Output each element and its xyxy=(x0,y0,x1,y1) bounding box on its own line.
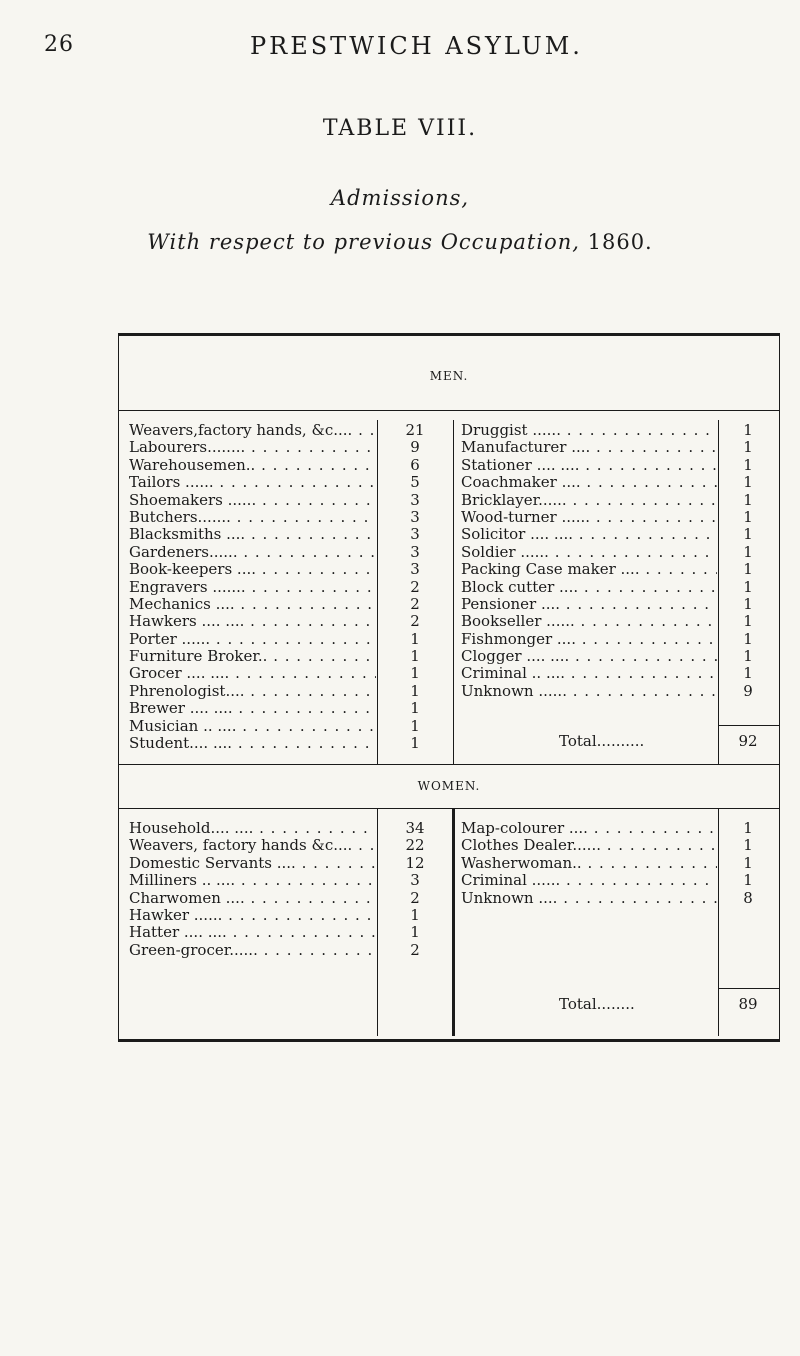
women-row-count: 1 xyxy=(410,906,420,924)
men-row-label xyxy=(129,422,376,439)
women-right-counts xyxy=(719,820,777,907)
men-row-count: 3 xyxy=(410,561,420,579)
occupation-label: Shoemakers ...... . . . xyxy=(129,492,376,509)
women-left-labels xyxy=(129,820,376,959)
men-row-count: 1 xyxy=(410,682,420,700)
occupation-label: Map-colourer .... . . . xyxy=(461,820,717,837)
table-subtitle: Admissions, xyxy=(330,186,470,210)
occupation-label: Clothes Dealer...... . . . xyxy=(461,837,717,854)
women-row-label xyxy=(129,820,376,837)
occupation-label: Criminal ...... . . . xyxy=(461,872,717,889)
occupation-label: Weavers, factory hands &c.... . . . xyxy=(129,837,376,854)
women-row-count: 1 xyxy=(743,820,753,837)
men-row-label xyxy=(461,544,717,561)
men-row-count: 1 xyxy=(743,613,753,631)
women-heading: WOMEN. xyxy=(417,779,481,793)
men-total-rule xyxy=(719,725,779,726)
men-row-count: 3 xyxy=(410,508,420,526)
women-row-label xyxy=(129,855,376,872)
occupation-label: Fishmonger .... . . . xyxy=(461,631,717,648)
occupation-label: Hawkers .... .... . . . xyxy=(129,613,376,630)
occupation-label: Warehousemen.. . . . xyxy=(129,457,376,474)
men-row-count: 1 xyxy=(743,439,753,457)
men-divider-2 xyxy=(453,420,454,764)
men-row-count: 2 xyxy=(410,578,420,596)
occupation-label: Green-grocer...... . . . xyxy=(129,942,376,959)
occupation-label: Packing Case maker .... . . . xyxy=(461,561,717,578)
women-row-label xyxy=(129,872,376,889)
women-row-count: 22 xyxy=(405,837,425,855)
occupation-label: Solicitor .... .... . . . xyxy=(461,526,717,543)
men-right-labels xyxy=(461,422,717,700)
women-row-label xyxy=(461,855,717,872)
page-number: 26 xyxy=(44,32,74,57)
occupation-label: Household.... .... . . . xyxy=(129,820,376,837)
women-total-label: Total........ xyxy=(559,995,635,1013)
men-rule xyxy=(119,410,779,411)
occupation-label: Student.... .... . . . xyxy=(129,735,376,752)
women-divider-2 xyxy=(452,808,455,1036)
men-row-count: 2 xyxy=(410,595,420,613)
men-row-label xyxy=(129,509,376,526)
men-row-count: 6 xyxy=(410,456,420,474)
occupation-label: Clogger .... .... . . . xyxy=(461,648,717,665)
women-row-count: 1 xyxy=(743,854,753,872)
men-total-value: 92 xyxy=(738,732,758,750)
women-left-counts xyxy=(377,820,453,959)
men-row-count: 1 xyxy=(410,700,420,718)
men-row-count: 1 xyxy=(743,543,753,561)
occupation-label: Milliners .. .... . . . xyxy=(129,872,376,889)
occupation-label: Hawker ...... . . . xyxy=(129,907,376,924)
men-row-label xyxy=(129,439,376,456)
men-row-count: 1 xyxy=(743,456,753,474)
men-row-label xyxy=(129,665,376,682)
men-row-count: 1 xyxy=(743,648,753,666)
men-row-label xyxy=(129,735,376,752)
men-row-label xyxy=(129,474,376,491)
men-row-count: 1 xyxy=(743,474,753,492)
occupation-label: Furniture Broker.. . . . xyxy=(129,648,376,665)
occupation-label: Porter ...... . . . xyxy=(129,631,376,648)
occupation-label: Mechanics .... . . . xyxy=(129,596,376,613)
men-heading: MEN. xyxy=(429,369,469,383)
men-row-label xyxy=(461,492,717,509)
occupation-label: Pensioner .... . . . xyxy=(461,596,717,613)
occupation-label: Bricklayer...... . . . xyxy=(461,492,717,509)
women-row-label xyxy=(129,837,376,854)
occupation-label: Phrenologist.... . . . xyxy=(129,683,376,700)
men-row-label xyxy=(461,561,717,578)
women-row-label xyxy=(461,890,717,907)
women-right-labels xyxy=(461,820,717,907)
men-row-count: 9 xyxy=(410,439,420,457)
occupation-label: Charwomen .... . . . xyxy=(129,890,376,907)
women-row-label xyxy=(461,837,717,854)
occupation-label: Stationer .... .... . . . xyxy=(461,457,717,474)
men-row-count: 1 xyxy=(410,648,420,666)
occupation-label: Gardeners...... . . . xyxy=(129,544,376,561)
men-row-count: 3 xyxy=(410,491,420,509)
occupation-label: Criminal .. .... . . . xyxy=(461,665,717,682)
men-row-label xyxy=(129,648,376,665)
women-divider-1 xyxy=(377,808,378,1036)
occupation-label: Manufacturer .... . . . xyxy=(461,439,717,456)
table-subtitle-2 xyxy=(0,230,800,254)
men-divider-1 xyxy=(377,420,378,764)
men-row-count: 1 xyxy=(743,491,753,509)
men-row-count: 1 xyxy=(743,561,753,579)
occupation-label: Musician .. .... . . . xyxy=(129,718,376,735)
page-header xyxy=(0,32,800,62)
men-row-label xyxy=(461,596,717,613)
men-row-label xyxy=(461,665,717,682)
women-row-count: 8 xyxy=(743,889,753,907)
men-row-count: 1 xyxy=(743,665,753,683)
occupation-label: Tailors ...... . . . xyxy=(129,474,376,491)
occupation-table xyxy=(118,333,780,1042)
men-row-label xyxy=(129,613,376,630)
table-title: TABLE VIII. xyxy=(322,116,478,141)
men-row-label xyxy=(461,613,717,630)
men-row-count: 1 xyxy=(743,526,753,544)
men-row-label xyxy=(461,439,717,456)
occupation-label: Soldier ...... . . . xyxy=(461,544,717,561)
men-row-count: 1 xyxy=(743,595,753,613)
men-row-count: 2 xyxy=(410,613,420,631)
men-row-count: 1 xyxy=(743,508,753,526)
men-right-counts xyxy=(719,422,777,700)
men-row-label xyxy=(129,526,376,543)
occupation-label: Wood-turner ...... . . . xyxy=(461,509,717,526)
men-row-label xyxy=(129,579,376,596)
occupation-label: Weavers,factory hands, &c.... . . . xyxy=(129,422,376,439)
men-row-count: 1 xyxy=(410,630,420,648)
occupation-label: Washerwoman.. . . . xyxy=(461,855,717,872)
occupation-label: Brewer .... .... . . . xyxy=(129,700,376,717)
occupation-label: Domestic Servants .... . . . xyxy=(129,855,376,872)
men-row-count: 1 xyxy=(743,422,753,439)
women-row-label xyxy=(129,924,376,941)
running-head: PRESTWICH ASYLUM. xyxy=(250,32,583,60)
men-row-label xyxy=(461,631,717,648)
occupation-label: Hatter .... .... . . . xyxy=(129,924,376,941)
men-row-label xyxy=(129,596,376,613)
occupation-label: Engravers ....... . . . xyxy=(129,579,376,596)
men-left-labels xyxy=(129,422,376,752)
men-row-count: 9 xyxy=(743,682,753,700)
men-row-count: 3 xyxy=(410,543,420,561)
occupation-label: Unknown ...... . . . xyxy=(461,683,717,700)
women-rule xyxy=(119,808,779,809)
women-total-rule xyxy=(719,988,779,989)
men-row-label xyxy=(129,457,376,474)
men-row-label xyxy=(129,544,376,561)
men-row-label xyxy=(129,492,376,509)
women-row-count: 2 xyxy=(410,941,420,959)
men-row-label xyxy=(461,457,717,474)
men-row-label xyxy=(461,579,717,596)
women-row-count: 1 xyxy=(743,872,753,890)
men-row-label xyxy=(461,683,717,700)
women-row-count: 1 xyxy=(410,924,420,942)
women-row-label xyxy=(461,872,717,889)
men-row-label xyxy=(461,509,717,526)
men-row-count: 1 xyxy=(410,735,420,753)
women-row-label xyxy=(129,890,376,907)
occupation-label: Druggist ...... . . . xyxy=(461,422,717,439)
men-row-count: 1 xyxy=(410,717,420,735)
men-row-count: 1 xyxy=(743,630,753,648)
men-row-label xyxy=(129,561,376,578)
men-total-label: Total.......... xyxy=(559,732,645,750)
women-row-label xyxy=(129,907,376,924)
men-row-label xyxy=(461,474,717,491)
men-row-count: 3 xyxy=(410,526,420,544)
men-row-label xyxy=(461,648,717,665)
occupation-label: Butchers....... . . . xyxy=(129,509,376,526)
occupation-label: Block cutter .... . . . xyxy=(461,579,717,596)
men-row-count: 5 xyxy=(410,474,420,492)
women-row-count: 2 xyxy=(410,889,420,907)
occupation-label: Grocer .... .... . . . xyxy=(129,665,376,682)
men-row-label xyxy=(129,700,376,717)
women-total-value: 89 xyxy=(738,995,758,1013)
men-row-label xyxy=(129,631,376,648)
women-row-label xyxy=(461,820,717,837)
men-row-label xyxy=(129,683,376,700)
women-row-count: 34 xyxy=(405,820,425,837)
section-rule xyxy=(119,764,779,765)
men-row-label xyxy=(461,422,717,439)
occupation-label: Blacksmiths .... . . . xyxy=(129,526,376,543)
occupation-label: Bookseller ...... . . . xyxy=(461,613,717,630)
women-row-count: 3 xyxy=(410,872,420,890)
men-row-count: 1 xyxy=(410,665,420,683)
men-row-label xyxy=(461,526,717,543)
occupation-label: Unknown .... . . . xyxy=(461,890,717,907)
women-row-label xyxy=(129,942,376,959)
women-row-count: 1 xyxy=(743,837,753,855)
men-left-counts xyxy=(377,422,453,752)
men-row-label xyxy=(129,718,376,735)
men-row-count: 21 xyxy=(405,422,425,439)
occupation-label: Book-keepers .... . . . xyxy=(129,561,376,578)
occupation-label: Labourers........ . . . xyxy=(129,439,376,456)
men-row-count: 1 xyxy=(743,578,753,596)
women-row-count: 12 xyxy=(405,854,425,872)
occupation-label: Coachmaker .... . . . xyxy=(461,474,717,491)
subtitle-text: With respect to previous Occupation, xyxy=(147,230,580,254)
subtitle-year: 1860. xyxy=(587,230,653,254)
